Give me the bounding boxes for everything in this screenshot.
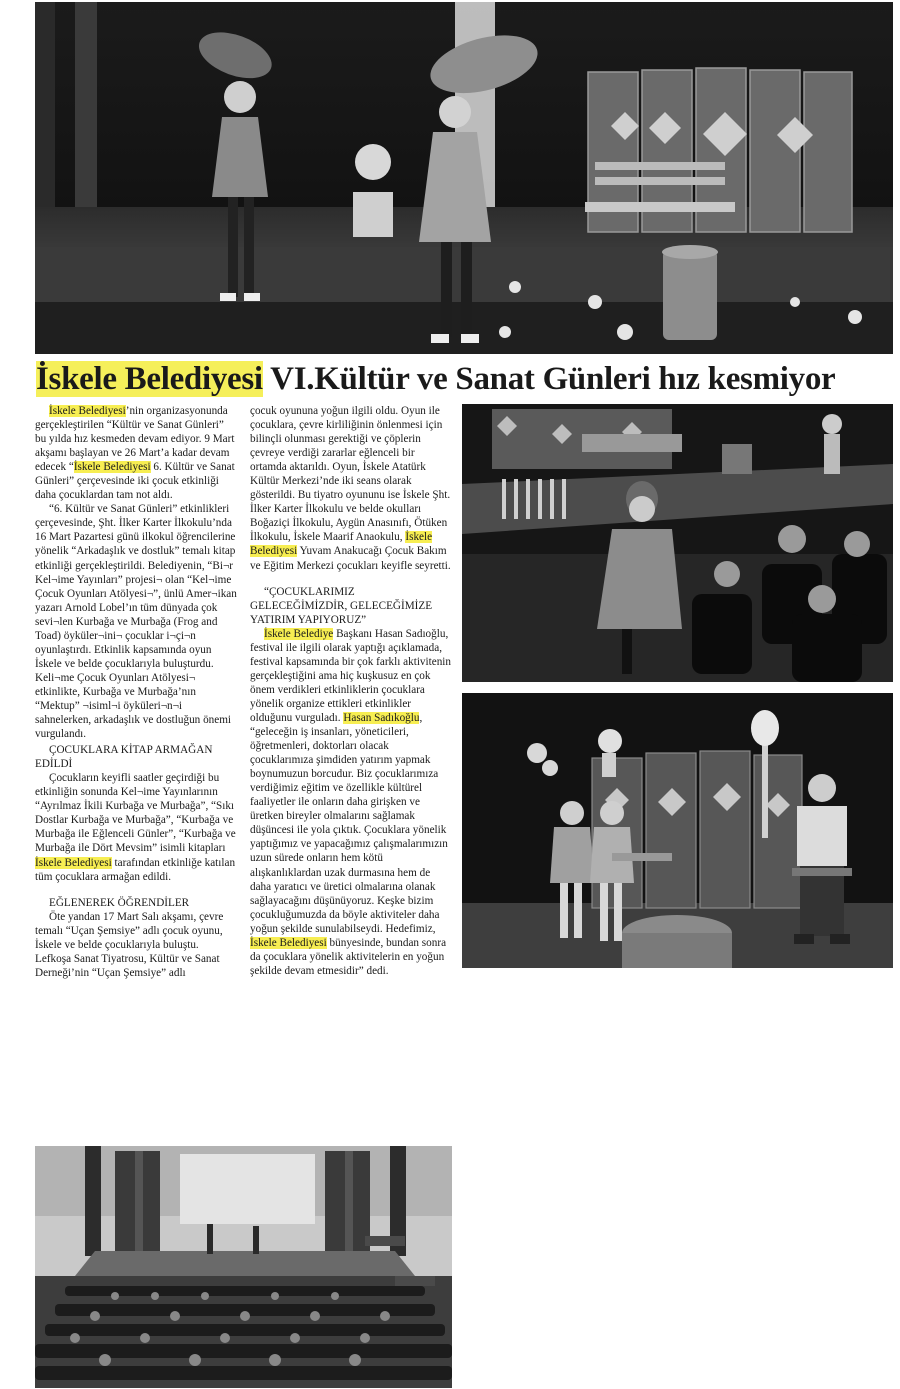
article-column-2 — [250, 404, 452, 978]
text: ’nin organizasyonunda gerçekleştirilen “Kültür ve Sanat Günleri” bu yılda hız kesmeden devam ediyor. 9 Mart akşamı başlayan ve 26 Mart’a kadar devam edecek “ — [35, 405, 235, 474]
headline-highlight: İskele Belediyesi — [36, 361, 263, 397]
paragraph — [250, 404, 452, 573]
headline — [36, 358, 900, 400]
highlight: İskele Belediyesi — [73, 461, 151, 474]
text: 6. Kültür ve Sanat Günleri” çerçevesinde iki çocuk etkinliği daha çocuklardan tam not aldı. — [35, 461, 235, 502]
highlight: İskele Belediyesi — [49, 405, 126, 417]
highlight: İskele Belediyesi — [250, 936, 327, 949]
text: Çocukların keyifli saatler geçirdiği bu etkinliğin sonunda Kel¬ime Yayınlarının “Ayrılmaz İkili Kurbağa ve Murbağa”, “Sıkı Dostlar Kurbağa ve Murbağa”, “Kurbağa ve Murbağa ile Eğlenceli Günler”, “Kurbağa ve Murbağa ile Dört Mevsim” isimli kitapları — [35, 772, 236, 855]
photo-actress-children-image — [462, 404, 893, 682]
highlight: Hasan Sadıkoğlu — [343, 711, 420, 724]
highlight: İskele Belediye — [264, 627, 334, 640]
photo-actress-children — [462, 404, 893, 682]
text: Başkanı Hasan Sadıoğlu, festival ile ilgili olarak yaptığı açıklamada, festival kapsamında bir çok farklı aktivitenin gerçekleştiğini ama hiç kuşkusuz en çok önem verdikleri etkinliklerin çocuklara yönelik organize ettikleri etkinlikler olduğunu vurguladı. — [250, 627, 452, 724]
photo-auditorium-image — [35, 1146, 452, 1388]
photo-stage-three-actors — [462, 693, 893, 968]
paragraph: Öte yandan 17 Mart Salı akşamı, çevre temalı “Uçan Şemsiye” adlı çocuk oyunu, İskele ve belde çocuklarıyla buluştu. Lefkoşa Sanat Tiyatrosu, Kültür ve Sanat Derneği’nin “Uçan Şemsiye” adlı — [35, 910, 224, 979]
highlight: İskele Belediyesi — [250, 531, 433, 558]
photo-stage-umbrellas-image — [35, 2, 893, 354]
text: bünyesinde, bundan sonra da çocuklara yönelik aktivitelerin en yoğun şekilde devam etmesidir” dedi. — [250, 936, 447, 977]
photo-stage-three-actors-image — [462, 693, 893, 968]
highlight: İskele Belediyesi — [35, 856, 112, 869]
text: çocuk oyununa yoğun ilgili oldu. Oyun ile çocuklara, çevre kirliliğinin önlenmesi için bilinçli olunması gerektiği ve çöplerin çevreye verdiği zararlar eğlenceli bir ortamda aktarıldı. Oyun, İskele Atatürk Kültür Merkezi’nde iki seans olarak gösterildi. Bu tiyatro oyununu ise İskele Şht. İlker Karter İlkokulu ve belde okulları Boğaziçi İlkokulu, Aygün Anasınıfı, Ötüken İlkokulu, İskele Maarif Anaokulu, — [250, 405, 451, 544]
text: tarafından etkinliğe katılan tüm çocuklara armağan edildi. — [35, 856, 236, 883]
text: , “geleceğin iş insanları, yöneticileri, öğretmenleri, doktorları olacak çocuklarımıza şimdiden yatırım yapmak boynumuzun borcudur. Biz çocuklarımıza verdiğimiz eğitim ve özellikle kültürel faaliyetler ile onların daha girişken ve üretken bireyler olmalarını sağlamak düşüncesi ile yola çıktık. Çocuklara yönelik yaptığımız ve yapacağımız çalışmalarımızın uzun sürede onların hem kötü alışkanlıklardan uzak durmasına hem de daha yaratıcı ve üretici olmalarına olanak sağlayacağını düşünüyoruz. Keşke bizim çocukluğumuzda da böyle aktiviteler daha yoğun şekilde sunulabilseydi. Hedefimiz, — [250, 711, 448, 935]
paragraph — [35, 771, 237, 883]
paragraph: “6. Kültür ve Sanat Günleri” etkinlikleri çerçevesinde, Şht. İlker Karter İlkokulu’nda 16 Mart Pazartesi günü ilkokul öğrencilerine yönelik “Arkadaşlık ve dostluk” temalı kitap etkinliği gerçekleştirildi. Belediyenin, “Bi¬r Kel¬ime Yayınları” projesi¬ olan “Kel¬ime Çocuk Oyunları Atölyesi¬”, ünlü Amer¬ikan yazarı Arnold Lobel’ın tüm dünyada çok sevi¬len Kurbağa ve Murbağa (Frog and Toad) öyküler¬ini¬ çocuklar i¬çi¬n oyunlaştırdı. Etkinlik kapsamında oyun İskele ve belde çocuklarıyla buluşturdu. Keli¬me Çocuk Oyunları Atölyesi¬ etkinlikte, Kurbağa ve Murbağa’nın “Mektup” ¬isiml¬i öyküleri¬n¬i sahnelerken, arkadaşlık ve dostluğun önemi vurgulandı. — [35, 503, 237, 741]
subheading: “ÇOCUKLARIMIZ GELECEĞİMİZDİR, GELECEĞİMİZE YATIRIM YAPIYORUZ” — [250, 585, 433, 626]
photo-stage-umbrellas — [35, 2, 893, 354]
article-column-1 — [35, 404, 237, 980]
text: Yuvam Anakucağı Çocuk Bakım ve Eğitim Merkezi çocukları keyifle seyretti. — [250, 545, 451, 572]
paragraph — [35, 404, 237, 502]
headline-rest: VI.Kültür ve Sanat Günleri hız kesmiyor — [262, 361, 836, 397]
subheading: EĞLENEREK ÖĞRENDİLER — [49, 896, 190, 909]
subheading: ÇOCUKLARA KİTAP ARMAĞAN EDİLDİ — [35, 744, 213, 771]
photo-auditorium — [35, 1146, 452, 1388]
paragraph — [250, 627, 452, 978]
